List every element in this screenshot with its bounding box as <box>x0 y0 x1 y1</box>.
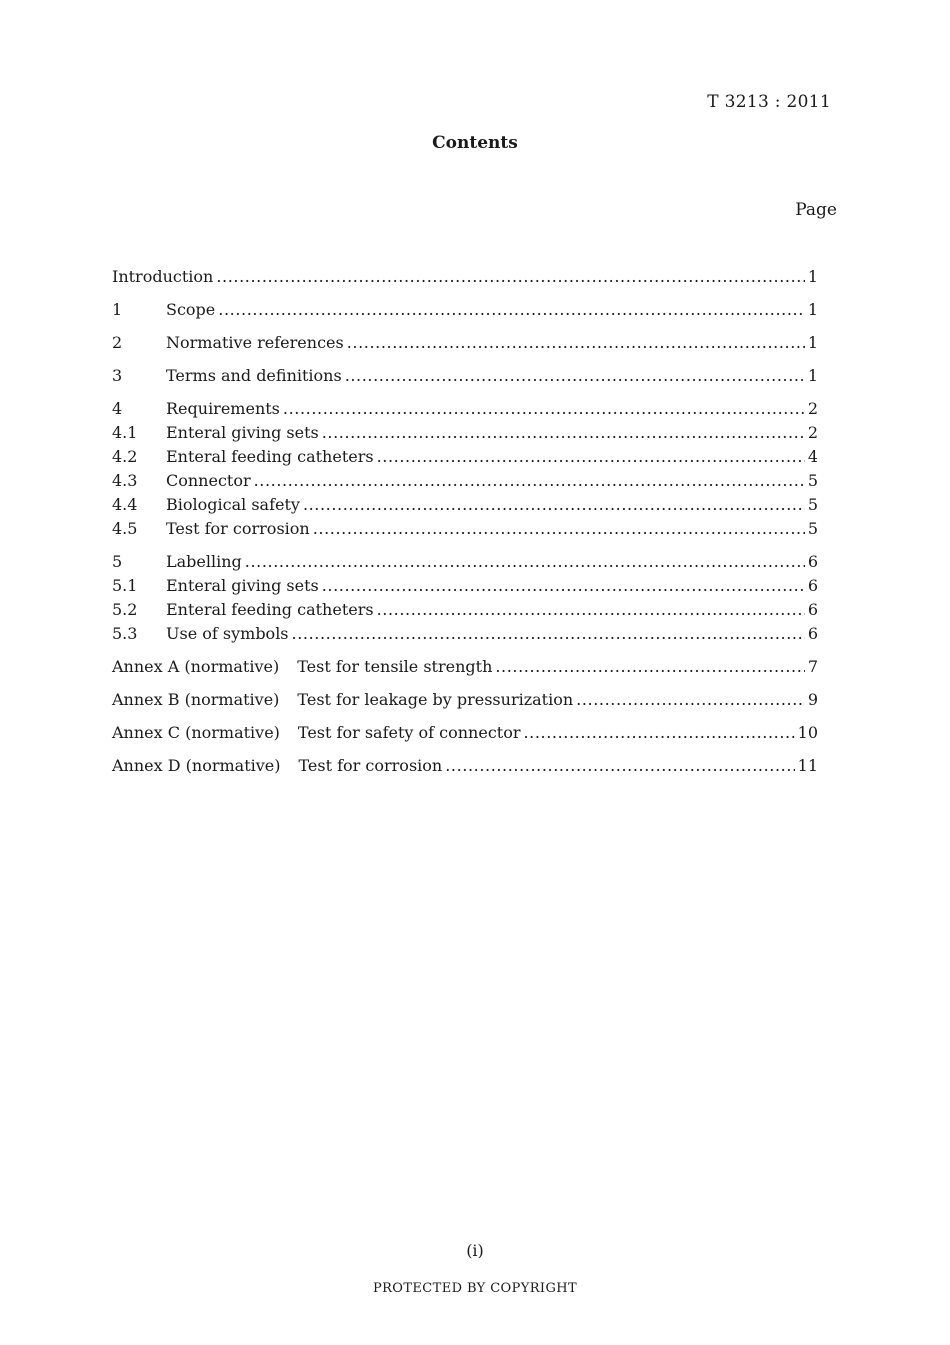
toc-entry-introduction[interactable] <box>112 265 818 289</box>
toc-leader <box>445 754 794 778</box>
toc-annex-label: Annex A (normative) <box>112 657 280 676</box>
toc-leader <box>576 688 805 712</box>
toc-entry-title: Normative references <box>166 333 344 352</box>
toc-entry-page: 4 <box>807 447 818 466</box>
toc-entry-annex-d[interactable] <box>112 754 818 778</box>
toc-entry-number: 4 <box>112 399 123 418</box>
toc-entry-page: 5 <box>807 495 818 514</box>
toc-entry-title: Biological safety <box>166 495 300 514</box>
toc-leader <box>495 655 804 679</box>
toc-entry-annex-c[interactable] <box>112 721 818 745</box>
toc-leader <box>283 397 805 421</box>
toc-entry-number: 5.1 <box>112 576 138 595</box>
toc-entry-enteral-feeding-catheters-labelling[interactable] <box>112 598 818 622</box>
toc-entry-page: 1 <box>807 267 818 286</box>
toc-leader <box>303 493 805 517</box>
toc-leader <box>322 421 805 445</box>
toc-leader <box>345 364 805 388</box>
toc-entry-number: 4.3 <box>112 471 138 490</box>
toc-entry-number: 4.1 <box>112 423 138 442</box>
toc-entry-number: 4.2 <box>112 447 138 466</box>
toc-entry-title: Test for leakage by pressurization <box>297 690 574 709</box>
toc-entry-page: 7 <box>807 657 818 676</box>
copyright-notice: PROTECTED BY COPYRIGHT <box>372 1281 578 1296</box>
toc-entry-page: 5 <box>807 519 818 538</box>
toc-entry-number: 5.2 <box>112 600 138 619</box>
toc-leader <box>313 517 805 541</box>
toc-entry-biological-safety[interactable] <box>112 493 818 517</box>
toc-annex-label: Annex D (normative) <box>112 756 281 775</box>
toc-entry-number: 4.5 <box>112 519 138 538</box>
toc-entry-title: Scope <box>166 300 216 319</box>
toc-leader <box>322 574 805 598</box>
toc-entry-title: Enteral feeding catheters <box>166 447 374 466</box>
toc-entry-page: 5 <box>807 471 818 490</box>
toc-entry-title: Terms and definitions <box>166 366 342 385</box>
toc-entry-requirements[interactable] <box>112 397 818 421</box>
toc-entry-title: Enteral giving sets <box>166 576 319 595</box>
toc-entry-page: 6 <box>807 552 818 571</box>
toc-entry-page: 6 <box>807 624 818 643</box>
toc-entry-scope[interactable] <box>112 298 818 322</box>
footer-page-number: (i) <box>466 1241 484 1260</box>
toc-entry-title: Test for tensile strength <box>297 657 493 676</box>
toc-entry-page: 6 <box>807 600 818 619</box>
page-title: Contents <box>432 133 518 153</box>
toc-entry-title: Test for corrosion <box>298 756 443 775</box>
toc-entry-number: 5 <box>112 552 123 571</box>
toc-entry-page: 1 <box>807 333 818 352</box>
toc-entry-number: 5.3 <box>112 624 138 643</box>
toc-entry-number: 2 <box>112 333 123 352</box>
toc-entry-page: 11 <box>797 756 818 775</box>
toc-entry-annex-b[interactable] <box>112 688 818 712</box>
toc-entry-connector[interactable] <box>112 469 818 493</box>
toc-entry-title: Enteral feeding catheters <box>166 600 374 619</box>
toc-entry-title: Test for safety of connector <box>297 723 521 742</box>
toc-entry-page: 2 <box>807 399 818 418</box>
toc-entry-page: 10 <box>797 723 818 742</box>
toc-entry-title: Test for corrosion <box>166 519 310 538</box>
toc-leader <box>292 622 805 646</box>
toc-entry-number: 4.4 <box>112 495 138 514</box>
toc-entry-title: Connector <box>166 471 251 490</box>
toc-entry-annex-a[interactable] <box>112 655 818 679</box>
toc-entry-title: Labelling <box>166 552 242 571</box>
document-id: T 3213 : 2011 <box>707 92 831 112</box>
page-column-label: Page <box>795 200 837 220</box>
toc-entry-test-for-corrosion[interactable] <box>112 517 818 541</box>
toc-entry-title: Enteral giving sets <box>166 423 319 442</box>
toc-leader <box>524 721 795 745</box>
toc-leader <box>377 445 805 469</box>
toc-entry-number: 1 <box>112 300 123 319</box>
toc-entry-title: Requirements <box>166 399 280 418</box>
toc-entry-title: Use of symbols <box>166 624 289 643</box>
toc-entry-page: 1 <box>807 300 818 319</box>
toc-leader <box>377 598 805 622</box>
toc-entry-page: 1 <box>807 366 818 385</box>
toc-entry-use-of-symbols[interactable] <box>112 622 818 646</box>
toc-annex-label: Annex B (normative) <box>112 690 280 709</box>
table-of-contents <box>112 265 818 778</box>
toc-entry-page: 9 <box>807 690 818 709</box>
toc-entry-title: Introduction <box>112 267 214 286</box>
toc-entry-enteral-feeding-catheters[interactable] <box>112 445 818 469</box>
toc-leader <box>216 265 804 289</box>
toc-entry-page: 2 <box>807 423 818 442</box>
toc-leader <box>254 469 805 493</box>
toc-leader <box>245 550 805 574</box>
toc-entry-normative-references[interactable] <box>112 331 818 355</box>
toc-leader <box>218 298 805 322</box>
toc-entry-enteral-giving-sets[interactable] <box>112 421 818 445</box>
toc-entry-terms-and-definitions[interactable] <box>112 364 818 388</box>
toc-entry-labelling[interactable] <box>112 550 818 574</box>
toc-leader <box>347 331 805 355</box>
toc-entry-number: 3 <box>112 366 123 385</box>
toc-entry-enteral-giving-sets-labelling[interactable] <box>112 574 818 598</box>
toc-entry-page: 6 <box>807 576 818 595</box>
toc-annex-label: Annex C (normative) <box>112 723 280 742</box>
